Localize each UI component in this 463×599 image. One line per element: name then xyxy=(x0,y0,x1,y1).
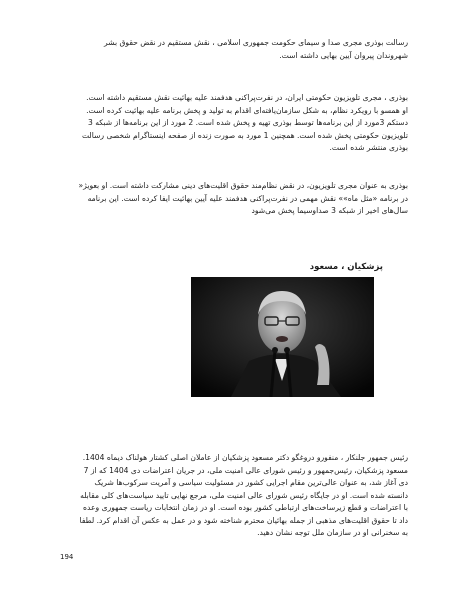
paragraph-program: بوذری به عنوان مجری تلویزیون، در نقض نظام‌مند حقوق اقلیت‌های دینی مشارکت داشته است. او بعویژ« در برنامه «مثل ماه»» نقش مهمی در نفرت‌پراکنی هدفمند علیه آیین بهائیت ایفا کرده است. این برنامه سال‌های اخیر از شبکه 3 صداوسیما پخش می‌شود xyxy=(78,181,408,215)
paragraph-pezeshkian: رئیس جمهور جلنکار ، منفورو دروغگو دکتر مسعود پزشکیان از عاملان اصلی کشتار هولناک دیماه 1404. مسعود پزشکیان، رئیس‌جمهور و رئیس شورای عالی امنیت ملی، در جریان اعتراضات دی 1404 که از 7 دی آغاز شد، به عنوان عالی‌ترین مقام اجرایی کشور در مسئولیت سیاسی و آمریت سرکوب‌ها شریک دانسته شده است. او در جایگاه رئیس شورای عالی امنیت ملی، مرجع نهایی تایید سیاست‌های کلی مقابله با اعتراضات و قطع زیرساخت‌های ارتباطی کشور بوده است. او در زمان انتخابات ریاست جمهوری وعده داد تا حقوق اقلیت‌های مذهبی از جمله بهائیان محترم شناخته شود و در عمل به عکس آن اقدام کرد. لطفا به سخنرانی او در سازمان ملل توجه نشان دهید. xyxy=(79,453,408,537)
section-heading: پزشکیان ، مسعود xyxy=(309,262,383,272)
paragraph-tv-role: بوذری ، مجری تلویزیون حکومتی ایران، در نفرت‌پراکنی هدفمند علیه بهائیت نقش مستقیم داشته است. او همسو با رویکرد نظام، به شکل سازمان‌یافته‌ای اقدام به تولید و پخش برنامه علیه بهائیت کرده است. دستکم 3مورد از این برنامه‌ها توسط بوذری تهیه و پخش شده است. 2 مورد از این برنامه‌ها از شبکه 3 تلویزیون حکومتی پخش شده است. همچنین 1 مورد به صورت زنده از صفحه اینستاگرام شخصی رسالت بوذری منتشر شده است. xyxy=(81,93,408,152)
paragraph-intro: رسالت بوذری مجری صدا و سیمای حکومت جمهوری اسلامی ، نقش مستقیم در نقض حقوق بشر شهروندان پیروان آیین بهایی داشته است. xyxy=(104,38,408,60)
portrait-photo xyxy=(191,277,374,397)
page-number: 194 xyxy=(60,553,74,561)
portrait-illustration xyxy=(191,277,374,397)
